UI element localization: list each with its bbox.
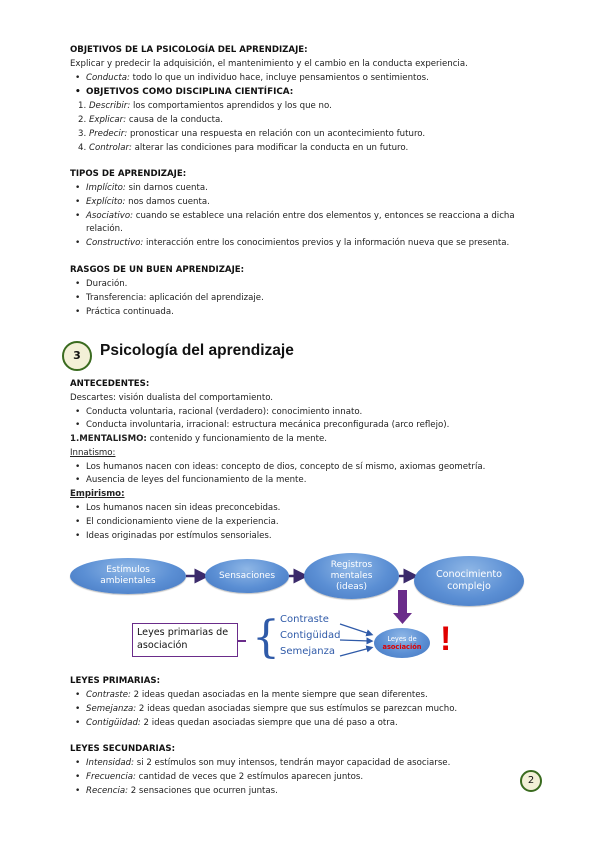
section-title: Psicología del aprendizaje xyxy=(100,342,294,359)
list-item: • Transferencia: aplicación del aprendizaje. xyxy=(86,292,264,306)
list-item: • Intensidad: si 2 estímulos son muy intensos, tendrán mayor capacidad de asociarse. xyxy=(86,757,450,771)
list-item: 2. Explicar: causa de la conducta. xyxy=(78,115,224,125)
list-item-continuation: relación. xyxy=(86,224,123,234)
objetivos-intro: Explicar y predecir la adquisición, el mantenimiento y el cambio en la conducta experiencia. xyxy=(70,59,468,69)
list-item: • Conducta voluntaria, racional (verdadero): conocimiento innato. xyxy=(86,406,362,420)
list-item: 1. Describir: los comportamientos aprendidos y los que no. xyxy=(78,101,332,111)
node-estimulos: Estímulos ambientales xyxy=(70,558,186,594)
down-arrow-shaft xyxy=(398,590,407,614)
section-number-badge: 3 xyxy=(62,341,92,371)
law-contiguidad: Contigüidad xyxy=(280,630,341,641)
list-item: • Recencia: 2 sensaciones que ocurren juntas. xyxy=(86,785,278,799)
mentalismo-line: 1.MENTALISMO: contenido y funcionamiento de la mente. xyxy=(70,434,327,444)
objetivos-heading: OBJETIVOS DE LA PSICOLOGÍA DEL APRENDIZAJE: xyxy=(70,45,308,55)
tipos-heading: TIPOS DE APRENDIZAJE: xyxy=(70,169,187,179)
list-item: • Constructivo: interacción entre los conocimientos previos y la información nueva que se presenta. xyxy=(86,237,509,251)
node-leyes-asociacion: Leyes de asociación xyxy=(374,628,430,658)
empirismo-label: Empirismo: xyxy=(70,489,125,499)
node-conocimiento: Conocimiento complejo xyxy=(414,556,524,606)
law-arrow xyxy=(340,648,370,656)
descartes-line: Descartes: visión dualista del comportamiento. xyxy=(70,393,274,403)
node-sensaciones: Sensaciones xyxy=(205,559,289,593)
node-registros: Registros mentales (ideas) xyxy=(304,553,399,599)
leyes-secundarias-heading: LEYES SECUNDARIAS: xyxy=(70,744,176,754)
leyes-primarias-heading: LEYES PRIMARIAS: xyxy=(70,676,161,686)
list-item: • Semejanza: 2 ideas quedan asociadas siempre que sus estímulos se parezcan mucho. xyxy=(86,703,457,717)
law-arrow xyxy=(340,640,370,641)
list-item: • Los humanos nacen con ideas: concepto de dios, concepto de sí mismo, axiomas geometría. xyxy=(86,461,485,475)
list-item: • Ideas originadas por estímulos sensoriales. xyxy=(86,530,272,544)
list-item: • Implícito: sin darnos cuenta. xyxy=(86,182,208,196)
down-arrow-head xyxy=(393,613,412,624)
leyes-primarias-box: Leyes primarias de asociación xyxy=(132,623,238,657)
list-item: 4. Controlar: alterar las condiciones para modificar la conducta en un futuro. xyxy=(78,143,409,153)
exclamation-icon: ! xyxy=(440,620,452,658)
law-semejanza: Semejanza xyxy=(280,646,336,657)
list-item: • El condicionamiento viene de la experiencia. xyxy=(86,516,279,530)
list-item: • Los humanos nacen sin ideas preconcebidas. xyxy=(86,502,280,516)
rasgos-heading: RASGOS DE UN BUEN APRENDIZAJE: xyxy=(70,265,245,275)
list-item: • Conducta: todo lo que un individuo hace, incluye pensamientos o sentimientos. xyxy=(86,72,429,86)
list-item: • Explícito: nos damos cuenta. xyxy=(86,196,210,210)
disciplina-heading: • OBJETIVOS COMO DISCIPLINA CIENTÍFICA: xyxy=(86,86,293,100)
innatismo-label: Innatismo: xyxy=(70,448,116,458)
law-contraste: Contraste xyxy=(280,614,329,625)
list-item: • Contraste: 2 ideas quedan asociadas en la mente siempre que sean diferentes. xyxy=(86,689,428,703)
list-item: • Contigüidad: 2 ideas quedan asociadas siempre que una dé paso a otra. xyxy=(86,717,398,731)
list-item: • Duración. xyxy=(86,278,127,292)
list-item: 3. Predecir: pronosticar una respuesta en relación con un acontecimiento futuro. xyxy=(78,129,426,139)
page-number-badge: 2 xyxy=(520,770,542,792)
law-arrow xyxy=(340,624,370,634)
list-item: • Frecuencia: cantidad de veces que 2 estímulos aparecen juntos. xyxy=(86,771,363,785)
list-item: • Práctica continuada. xyxy=(86,306,174,320)
list-item: • Conducta involuntaria, irracional: estructura mecánica preconfigurada (arco reflejo). xyxy=(86,419,449,433)
antecedentes-heading: ANTECEDENTES: xyxy=(70,379,150,389)
brace-icon: { xyxy=(252,612,280,663)
list-item: • Asociativo: cuando se establece una relación entre dos elementos y, entonces se reacciona a dicha xyxy=(86,210,515,224)
list-item: • Ausencia de leyes del funcionamiento de la mente. xyxy=(86,474,306,488)
